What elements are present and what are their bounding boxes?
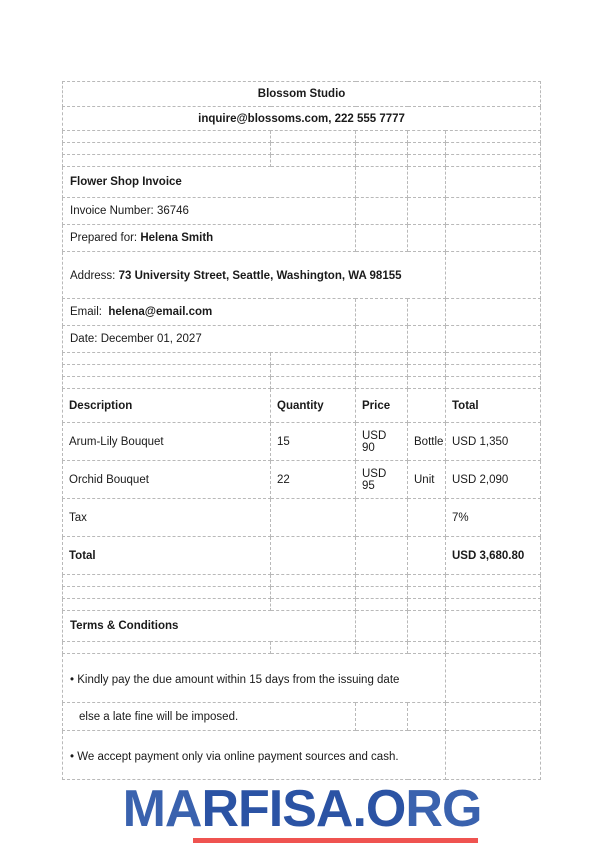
watermark-part-1: MA — [122, 780, 202, 838]
grand-total-value: USD 3,680.80 — [446, 537, 541, 575]
spacer-row — [63, 575, 541, 587]
blank-cell — [446, 167, 541, 198]
blank-cell — [356, 167, 408, 198]
blank-cell — [356, 499, 408, 537]
column-header-total: Total — [446, 389, 541, 423]
blank-cell — [356, 611, 408, 642]
blank-cell — [356, 587, 408, 599]
item-quantity: 22 — [271, 461, 356, 499]
blank-cell — [446, 365, 541, 377]
spacer-row — [63, 131, 541, 143]
items-table-header-row — [63, 389, 541, 423]
spacer-row — [63, 353, 541, 365]
invoice-number-label: Invoice Number: — [70, 205, 154, 217]
blank-cell — [63, 131, 271, 143]
blank-cell — [446, 703, 541, 731]
watermark — [0, 780, 604, 843]
blank-cell — [446, 225, 541, 252]
grand-total-row — [63, 537, 541, 575]
watermark-part-3: RG — [405, 780, 482, 838]
blank-cell — [446, 326, 541, 353]
blank-cell — [356, 575, 408, 587]
blank-cell — [408, 198, 446, 225]
item-description: Orchid Bouquet — [63, 461, 271, 499]
blank-cell — [356, 377, 408, 389]
blank-cell — [408, 143, 446, 155]
blank-cell — [271, 143, 356, 155]
blank-cell — [356, 599, 408, 611]
blank-cell — [63, 143, 271, 155]
blank-cell — [408, 131, 446, 143]
item-price: USD 95 — [356, 461, 408, 499]
blank-cell — [356, 642, 408, 654]
blank-cell — [446, 143, 541, 155]
blank-cell — [63, 155, 271, 167]
blank-cell — [408, 167, 446, 198]
blank-cell — [63, 365, 271, 377]
brand-contact: inquire@blossoms.com, 222 555 7777 — [63, 107, 541, 131]
blank-cell — [446, 731, 541, 780]
blank-cell — [408, 499, 446, 537]
spacer-row — [63, 143, 541, 155]
date-row — [63, 326, 541, 353]
blank-cell — [446, 654, 541, 703]
blank-cell — [408, 365, 446, 377]
blank-cell — [271, 155, 356, 167]
address-value: 73 University Street, Seattle, Washington, WA 98155 — [118, 269, 402, 282]
spacer-row — [63, 599, 541, 611]
date-label: Date: — [70, 333, 98, 345]
blank-cell — [408, 587, 446, 599]
blank-cell — [446, 642, 541, 654]
terms-line-row — [63, 731, 541, 780]
tax-row — [63, 499, 541, 537]
item-unit: Unit — [408, 461, 446, 499]
tax-label: Tax — [63, 499, 271, 537]
blank-cell — [271, 499, 356, 537]
email-cell — [63, 299, 356, 326]
watermark-text — [0, 780, 604, 838]
blank-cell — [63, 575, 271, 587]
table-row — [63, 423, 541, 461]
blank-cell — [408, 537, 446, 575]
blank-cell — [356, 155, 408, 167]
blank-cell — [408, 326, 446, 353]
blank-cell — [271, 575, 356, 587]
brand-contact-row — [63, 107, 541, 131]
blank-cell — [356, 131, 408, 143]
blank-cell — [356, 198, 408, 225]
address-row — [63, 252, 541, 299]
blank-cell — [446, 252, 541, 299]
item-unit: Bottle — [408, 423, 446, 461]
table-row — [63, 461, 541, 499]
item-quantity: 15 — [271, 423, 356, 461]
blank-cell — [408, 599, 446, 611]
grand-total-label: Total — [63, 537, 271, 575]
blank-cell — [271, 587, 356, 599]
blank-cell — [408, 353, 446, 365]
blank-cell — [63, 353, 271, 365]
blank-cell — [356, 299, 408, 326]
date-cell — [63, 326, 356, 353]
blank-cell — [356, 353, 408, 365]
blank-cell — [271, 131, 356, 143]
tax-value: 7% — [446, 499, 541, 537]
column-header-description: Description — [63, 389, 271, 423]
blank-cell — [446, 575, 541, 587]
terms-line-2: else a late fine will be imposed. — [63, 703, 356, 731]
blank-cell — [408, 642, 446, 654]
item-description: Arum-Lily Bouquet — [63, 423, 271, 461]
item-price: USD 90 — [356, 423, 408, 461]
blank-cell — [356, 703, 408, 731]
blank-cell — [408, 299, 446, 326]
date-value: December 01, 2027 — [100, 333, 202, 345]
terms-line-row — [63, 703, 541, 731]
terms-title-row — [63, 611, 541, 642]
address-label: Address: — [70, 269, 116, 282]
blank-cell — [271, 353, 356, 365]
blank-cell — [356, 326, 408, 353]
invoice-number-value: 36746 — [156, 205, 189, 217]
blank-cell — [408, 377, 446, 389]
brand-name: Blossom Studio — [63, 82, 541, 107]
email-label: Email: — [70, 306, 102, 318]
spacer-row — [63, 587, 541, 599]
column-header-unit — [408, 389, 446, 423]
blank-cell — [271, 537, 356, 575]
brand-row — [63, 82, 541, 107]
blank-cell — [408, 703, 446, 731]
email-row — [63, 299, 541, 326]
spacer-row — [63, 642, 541, 654]
terms-title: Terms & Conditions — [63, 611, 356, 642]
terms-line-3: • We accept payment only via online payment sources and cash. — [63, 731, 446, 780]
blank-cell — [446, 155, 541, 167]
prepared-for-cell — [63, 225, 356, 252]
terms-line-1: • Kindly pay the due amount within 15 days from the issuing date — [63, 654, 446, 703]
blank-cell — [356, 365, 408, 377]
blank-cell — [446, 353, 541, 365]
item-total: USD 2,090 — [446, 461, 541, 499]
prepared-for-label: Prepared for: — [70, 232, 138, 244]
invoice-sheet — [62, 81, 541, 780]
blank-cell — [446, 587, 541, 599]
blank-cell — [63, 377, 271, 389]
blank-cell — [63, 587, 271, 599]
blank-cell — [63, 599, 271, 611]
blank-cell — [271, 642, 356, 654]
blank-cell — [408, 155, 446, 167]
prepared-for-value: Helena Smith — [140, 232, 214, 244]
blank-cell — [271, 377, 356, 389]
invoice-number-cell — [63, 198, 356, 225]
spacer-row — [63, 377, 541, 389]
blank-cell — [446, 599, 541, 611]
blank-cell — [446, 131, 541, 143]
spacer-row — [63, 365, 541, 377]
blank-cell — [356, 537, 408, 575]
blank-cell — [408, 611, 446, 642]
email-value: helena@email.com — [108, 306, 213, 318]
spacer-row — [63, 155, 541, 167]
column-header-price: Price — [356, 389, 408, 423]
column-header-quantity: Quantity — [271, 389, 356, 423]
blank-cell — [446, 299, 541, 326]
address-cell — [63, 252, 446, 299]
watermark-underline — [193, 838, 478, 843]
blank-cell — [408, 575, 446, 587]
blank-cell — [63, 642, 271, 654]
blank-cell — [271, 365, 356, 377]
blank-cell — [356, 143, 408, 155]
blank-cell — [446, 198, 541, 225]
blank-cell — [271, 599, 356, 611]
page-title: Flower Shop Invoice — [63, 167, 356, 198]
terms-line-row — [63, 654, 541, 703]
prepared-for-row — [63, 225, 541, 252]
blank-cell — [446, 611, 541, 642]
item-total: USD 1,350 — [446, 423, 541, 461]
invoice-number-row — [63, 198, 541, 225]
blank-cell — [356, 225, 408, 252]
invoice-title-row — [63, 167, 541, 198]
watermark-part-2: RFISA.O — [201, 780, 406, 838]
blank-cell — [408, 225, 446, 252]
blank-cell — [446, 377, 541, 389]
